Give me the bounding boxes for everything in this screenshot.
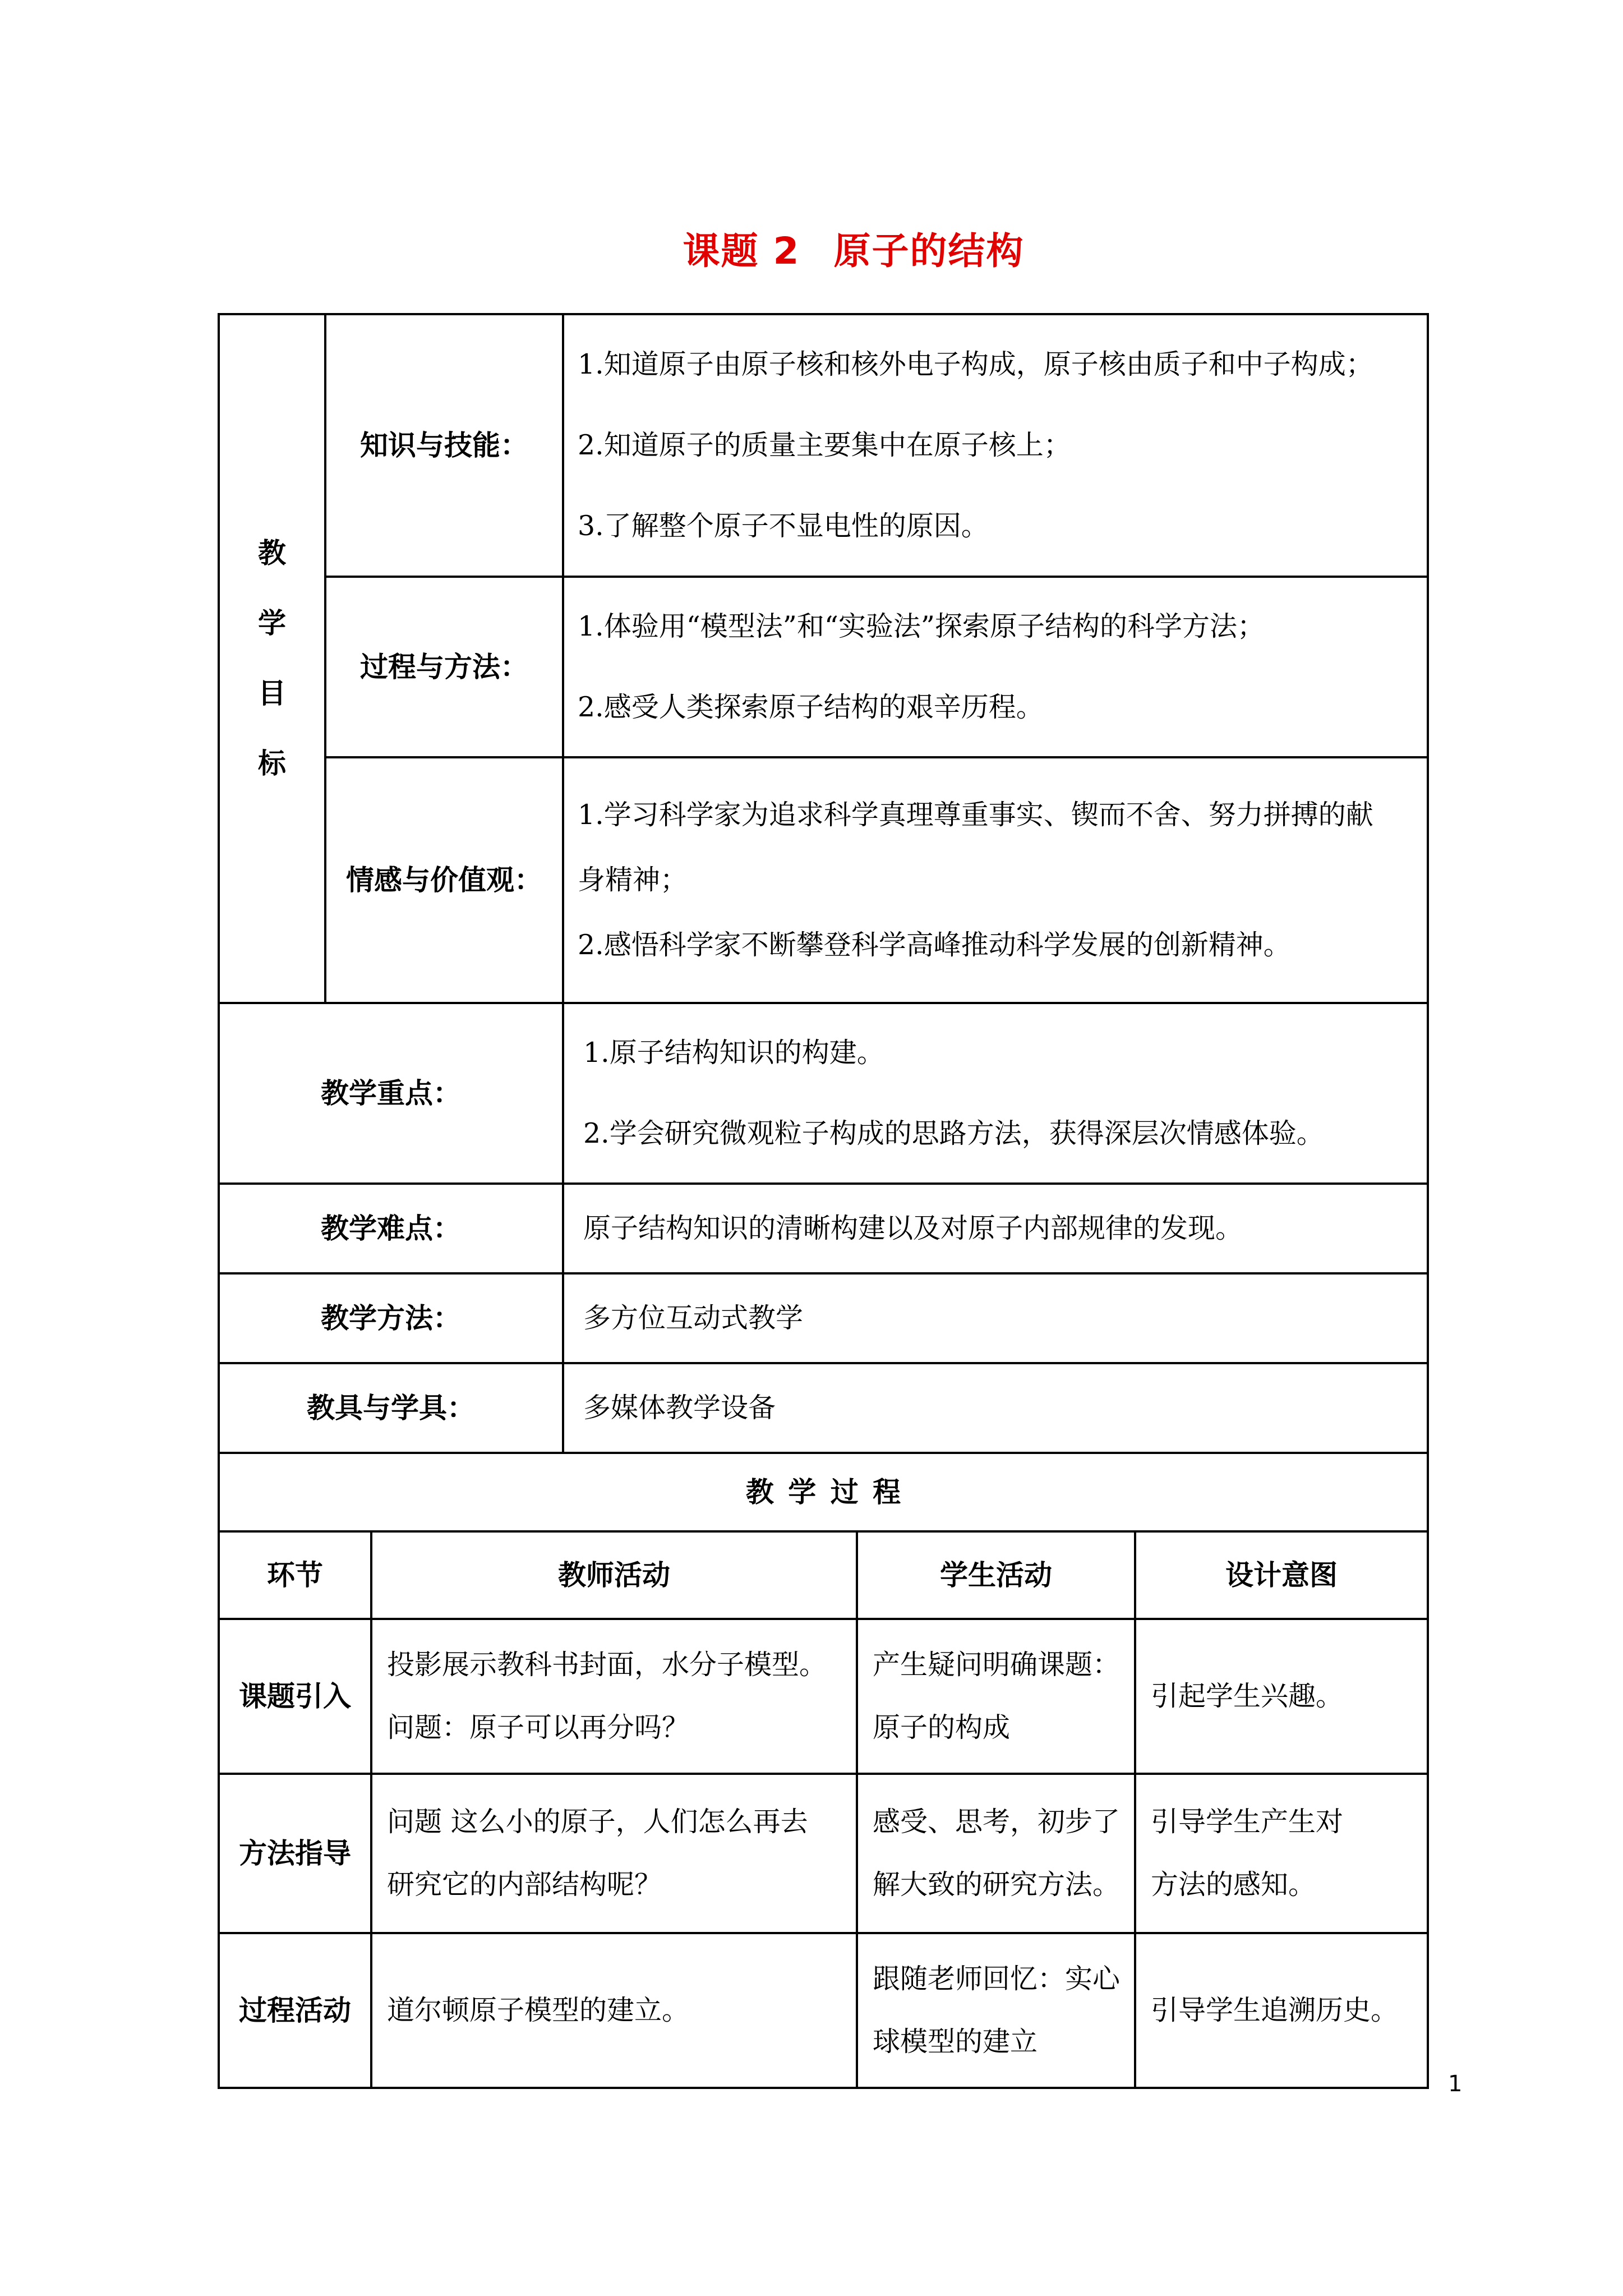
emotion-item: 1.学习科学家为追求科学真理尊重事实、锲而不舍、努力拼搏的献 xyxy=(578,799,1373,831)
knowledge-label: 知识与技能： xyxy=(360,429,528,462)
table-row-teacher xyxy=(387,1620,852,1773)
page-title xyxy=(0,223,1623,279)
table-row-teacher xyxy=(387,1934,852,2087)
emotion-item: 身精神； xyxy=(578,864,688,896)
knowledge-item: 2.知道原子的质量主要集中在原子核上； xyxy=(578,429,1071,461)
title-lesson-number: 课题 2 xyxy=(683,229,800,273)
intent-line: 引起学生兴趣。 xyxy=(1151,1680,1344,1712)
student-line: 球模型的建立 xyxy=(873,2026,1038,2058)
table-row-intent xyxy=(1151,1620,1424,1773)
teacher-line: 投影展示教科书封面，水分子模型。 xyxy=(387,1649,827,1681)
key-points-label: 教学重点： xyxy=(321,1077,461,1110)
student-line: 原子的构成 xyxy=(873,1711,1011,1743)
knowledge-content xyxy=(578,315,1424,576)
key-point-item: 1.原子结构知识的构建。 xyxy=(583,1037,884,1069)
table-row-intent xyxy=(1151,1934,1424,2087)
process-item: 2.感受人类探索原子结构的艰辛历程。 xyxy=(578,691,1044,723)
teacher-line: 问题 这么小的原子，人们怎么再去 xyxy=(387,1806,808,1838)
objectives-label-char: 学 xyxy=(258,607,286,639)
table-row-intent xyxy=(1151,1775,1424,1932)
process-header: 教 学 过 程 xyxy=(745,1476,901,1508)
tools-text: 多媒体教学设备 xyxy=(583,1392,776,1424)
process-item: 1.体验用“模型法”和“实验法”探索原子结构的科学方法； xyxy=(578,610,1265,642)
key-point-item: 2.学会研究微观粒子构成的思路方法，获得深层次情感体验。 xyxy=(583,1117,1324,1149)
objectives-label-char: 目 xyxy=(258,677,286,710)
teacher-line: 道尔顿原子模型的建立。 xyxy=(387,1994,690,2026)
page-number: 1 xyxy=(1448,2071,1463,2097)
emotion-item: 2.感悟科学家不断攀登科学高峰推动科学发展的创新精神。 xyxy=(578,929,1291,961)
objectives-label-char: 教 xyxy=(258,537,286,569)
process-label: 过程与方法： xyxy=(360,651,528,683)
column-header-stage: 环节 xyxy=(267,1559,323,1591)
student-line: 感受、思考，初步了 xyxy=(873,1806,1121,1838)
emotion-content xyxy=(578,758,1424,1002)
teacher-line: 研究它的内部结构呢？ xyxy=(387,1869,662,1901)
student-line: 产生疑问明确课题： xyxy=(873,1649,1121,1681)
method-label: 教学方法： xyxy=(321,1302,461,1335)
intent-line: 引导学生产生对 xyxy=(1151,1806,1344,1838)
difficulty-label: 教学难点： xyxy=(321,1212,461,1245)
process-content xyxy=(578,578,1424,756)
tools-label: 教具与学具： xyxy=(307,1392,475,1424)
column-header-student: 学生活动 xyxy=(940,1559,1052,1591)
emotion-label: 情感与价值观： xyxy=(346,864,542,896)
table-row-stage: 方法指导 xyxy=(239,1837,351,1870)
student-line: 跟随老师回忆：实心 xyxy=(873,1963,1121,1995)
knowledge-item: 1.知道原子由原子核和核外电子构成，原子核由质子和中子构成； xyxy=(578,348,1373,380)
column-header-teacher: 教师活动 xyxy=(558,1559,670,1591)
student-line: 解大致的研究方法。 xyxy=(873,1869,1121,1901)
column-header-intent: 设计意图 xyxy=(1225,1559,1338,1591)
key-points-content xyxy=(583,1004,1424,1182)
objectives-label-char: 标 xyxy=(258,747,286,780)
teacher-line: 问题：原子可以再分吗？ xyxy=(387,1711,690,1743)
difficulty-text: 原子结构知识的清晰构建以及对原子内部规律的发现。 xyxy=(583,1212,1243,1244)
intent-line: 引导学生追溯历史。 xyxy=(1151,1994,1399,2026)
table-row-student xyxy=(873,1934,1132,2087)
knowledge-item: 3.了解整个原子不显电性的原因。 xyxy=(578,510,989,542)
table-row-stage: 课题引入 xyxy=(239,1680,351,1713)
table-row-teacher xyxy=(387,1775,852,1932)
table-row-student xyxy=(873,1775,1132,1932)
method-text: 多方位互动式教学 xyxy=(583,1302,804,1334)
table-row-stage: 过程活动 xyxy=(239,1994,351,2027)
intent-line: 方法的感知。 xyxy=(1151,1869,1316,1901)
objectives-label xyxy=(220,315,324,1002)
table-row-student xyxy=(873,1620,1132,1773)
title-topic: 原子的结构 xyxy=(833,229,1025,273)
